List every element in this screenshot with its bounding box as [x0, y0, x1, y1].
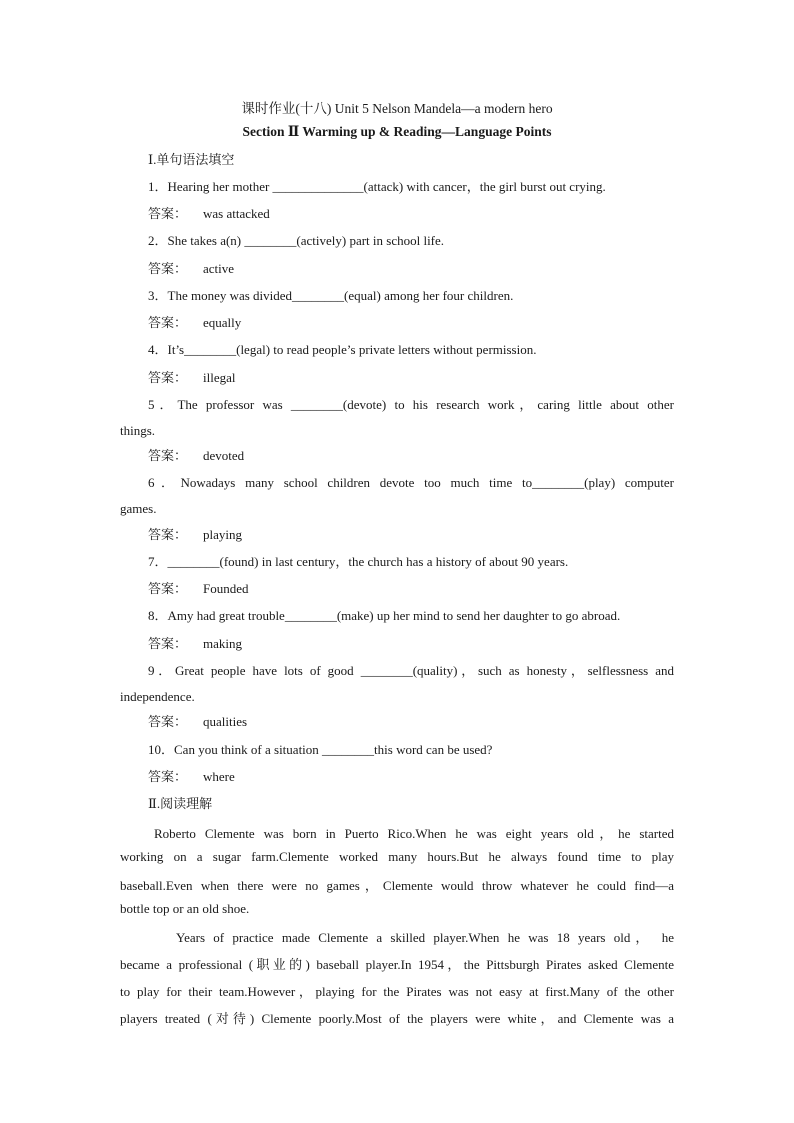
answer-1: 答案： was attacked [148, 206, 270, 221]
section-subtitle: Section Ⅱ Warming up & Reading—Language Points [242, 124, 552, 139]
question-9-line-1: 9．Great people have lots of good ________(quality)，such as honesty，selflessness and [148, 663, 674, 678]
question-2: 2．She takes a(n) ________(actively) part in school life. [148, 233, 445, 248]
passage-p1-line-4: bottle top or an old shoe. [120, 901, 250, 916]
passage-p2-line-3: to play for their team.However，playing for the Pirates was not easy at first.Many of the other [120, 984, 674, 999]
section-heading-grammar: Ⅰ.单句语法填空 [148, 152, 235, 167]
question-7: 7．________(found) in last century，the church has a history of about 90 years. [148, 554, 569, 569]
answer-10: 答案： where [148, 769, 235, 784]
question-8: 8．Amy had great trouble________(make) up her mind to send her daughter to go abroad. [148, 608, 621, 623]
question-5-line-2: things. [120, 423, 156, 438]
question-6-line-2: games. [120, 501, 157, 516]
answer-3: 答案： equally [148, 315, 242, 330]
question-9-line-2: independence. [120, 689, 195, 704]
passage-p1-line-3: baseball.Even when there were no games，Clemente would throw whatever he could find—a [120, 878, 674, 893]
question-1: 1．Hearing her mother ______________(attack) with cancer，the girl burst out crying. [148, 179, 606, 194]
passage-p1-line-1: Roberto Clemente was born in Puerto Rico.When he was eight years old，he started [154, 826, 674, 841]
answer-7: 答案： Founded [148, 581, 249, 596]
answer-5: 答案： devoted [148, 448, 245, 463]
answer-2: 答案： active [148, 261, 235, 276]
answer-4: 答案： illegal [148, 370, 236, 385]
section-heading-reading: Ⅱ.阅读理解 [148, 796, 213, 811]
passage-p1-line-2: working on a sugar farm.Clemente worked many hours.But he always found time to play [120, 849, 674, 864]
passage-p2-line-2: became a professional (职业的) baseball player.In 1954，the Pittsburgh Pirates asked Clemente [120, 957, 674, 972]
answer-6: 答案： playing [148, 527, 242, 542]
question-10: 10．Can you think of a situation ________this word can be used? [148, 742, 493, 757]
question-5-line-1: 5．The professor was ________(devote) to his research work，caring little about other [148, 397, 674, 412]
question-6-line-1: 6．Nowadays many school children devote too much time to________(play) computer [148, 475, 674, 490]
passage-p2-line-1: Years of practice made Clemente a skilled player.When he was 18 years old， he [176, 930, 674, 945]
question-3: 3．The money was divided________(equal) among her four children. [148, 288, 514, 303]
answer-8: 答案： making [148, 636, 242, 651]
question-4: 4．It’s________(legal) to read people’s private letters without permission. [148, 342, 537, 357]
page-title: 课时作业(十八) Unit 5 Nelson Mandela—a modern hero [241, 101, 553, 116]
answer-9: 答案： qualities [148, 714, 248, 729]
passage-p2-line-4: players treated (对待) Clemente poorly.Most of the players were white，and Clemente was a [120, 1011, 674, 1026]
